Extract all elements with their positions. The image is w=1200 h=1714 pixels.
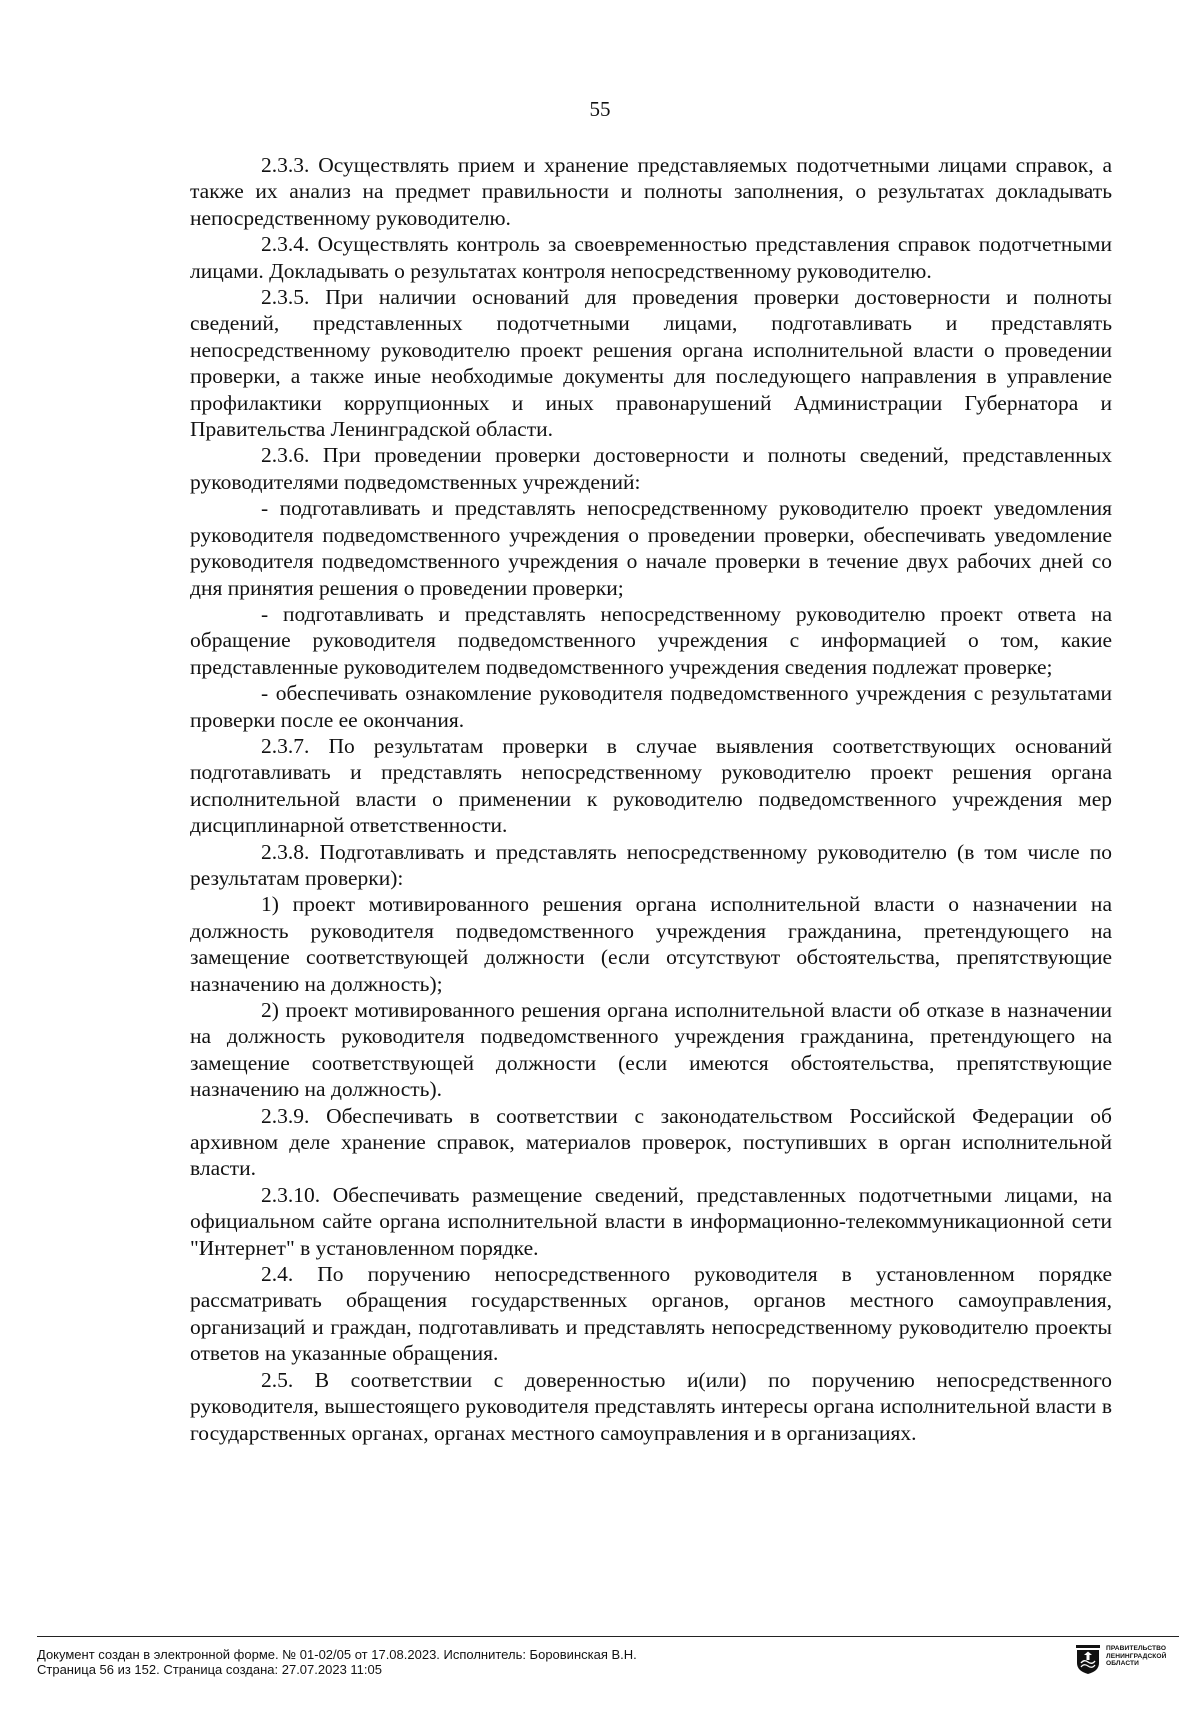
footer-page-info: Страница 56 из 152. Страница создана: 27.07.2023 11:05 [37,1662,382,1677]
logo-caption [1106,1645,1167,1668]
logo-line: ОБЛАСТИ [1106,1660,1139,1668]
paragraph-2-3-8: 2.3.8. Подготавливать и представлять непосредственному руководителю (в том числе по результатам проверки): [190,839,1112,890]
paragraph-2-3-3: 2.3.3. Осуществлять прием и хранение представляемых подотчетными лицами справок, а также их анализ на предмет правильности и полноты заполнения, о результатах докладывать непосредственному руководителю. [190,153,1112,230]
list-item: 2) проект мотивированного решения органа исполнительной власти об отказе в назначении на должность руководителя подведомственного учреждения гражданина, претендующего на замещение соответствующей должности (если имеются обстоятельства, препятствующие назначению на должность). [190,998,1112,1102]
paragraph-2-3-5: 2.3.5. При наличии оснований для проведения проверки достоверности и полноты сведений, представленных подотчетными лицами, подготавливать и представлять непосредственному руководителю проект решения органа исполнительной власти о проведении проверки, а также иные необходимые документы для последующего направления в управление профилактики коррупционных и иных правонарушений Администрации Губернатора и Правительства Ленинградской области. [190,285,1112,442]
list-item: - подготавливать и представлять непосредственному руководителю проект уведомления руководителя подведомственного учреждения о проведении проверки, обеспечивать уведомление руководителя подведомственного учреждения о начале проверки в течение двух рабочих дней со дня принятия решения о проведении проверки; [190,496,1112,600]
paragraph-2-3-10: 2.3.10. Обеспечивать размещение сведений, представленных подотчетными лицами, на официальном сайте органа исполнительной власти в информационно-телекоммуникационной сети "Интернет" в установленном порядке. [190,1182,1112,1260]
document-body [190,152,1112,1446]
government-logo [1076,1645,1186,1679]
paragraph-2-3-7: 2.3.7. По результатам проверки в случае выявления соответствующих оснований подготавливать и представлять непосредственному руководителю проект решения органа исполнительной власти о применении к руководителю подведомственного учреждения мер дисциплинарной ответственности. [190,733,1112,838]
page-number: 55 [589,97,611,121]
footer-divider [37,1636,1179,1637]
footer [37,1647,1017,1677]
logo-line: ПРАВИТЕЛЬСТВО [1106,1645,1167,1652]
list-item: - подготавливать и представлять непосредственному руководителю проект ответа на обращение руководителя подведомственного учреждения с информацией о том, какие представленные руководителем подведомственного учреждения сведения подлежат проверке; [190,601,1112,679]
footer-document-info: Документ создан в электронной форме. № 01-02/05 от 17.08.2023. Исполнитель: Боровинская В.Н. [37,1647,637,1662]
list-item: 1) проект мотивированного решения органа исполнительной власти о назначении на должность руководителя подведомственного учреждения гражданина, претендующего на замещение соответствующей должности (если отсутствуют обстоятельства, препятствующие назначению на должность); [190,892,1112,996]
list-item: - обеспечивать ознакомление руководителя подведомственного учреждения с результатами проверки после ее окончания. [190,681,1112,732]
leningrad-oblast-emblem-icon [1076,1645,1100,1675]
paragraph-2-3-9: 2.3.9. Обеспечивать в соответствии с законодательством Российской Федерации об архивном деле хранение справок, материалов проверок, поступивших в орган исполнительной власти. [190,1103,1112,1181]
logo-line: ЛЕНИНГРАДСКОЙ [1106,1652,1167,1660]
paragraph-2-4: 2.4. По поручению непосредственного руководителя в установленном порядке рассматривать обращения государственных органов, органов местного самоуправления, организаций и граждан, подготавливать и представлять непосредственному руководителю проекты ответов на указанные обращения. [190,1262,1112,1366]
paragraph-2-3-4: 2.3.4. Осуществлять контроль за своевременностью представления справок подотчетными лицами. Докладывать о результатах контроля непосредственному руководителю. [190,232,1112,283]
paragraph-2-3-6: 2.3.6. При проведении проверки достоверности и полноты сведений, представленных руководителями подведомственных учреждений: [190,443,1112,494]
paragraph-2-5: 2.5. В соответствии с доверенностью и(или) по поручению непосредственного руководителя, вышестоящего руководителя представлять интересы органа исполнительной власти в государственных органах, органах местного самоуправления и в организациях. [190,1367,1112,1445]
